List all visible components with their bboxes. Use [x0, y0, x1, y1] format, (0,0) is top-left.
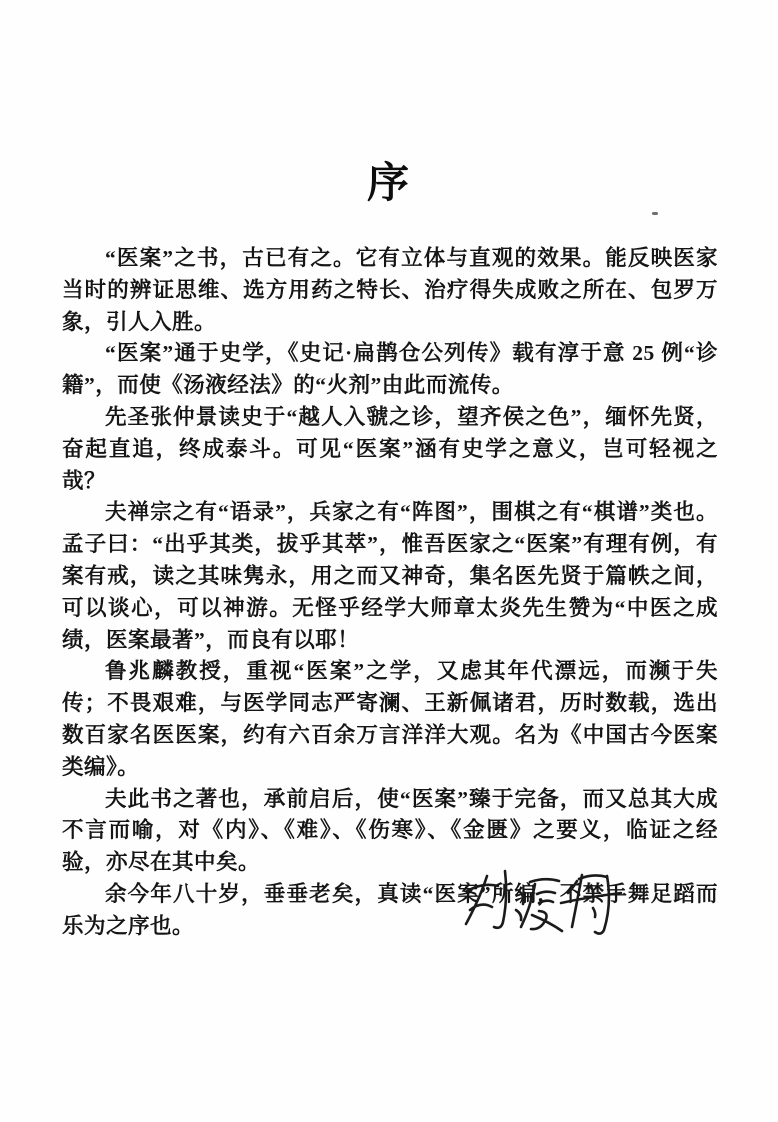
- paragraph-1: “医案”之书，古已有之。它有立体与直观的效果。能反映医家当时的辨证思维、选方用药之特长、治疗得失成败之所在、包罗万象，引人入胜。: [62, 246, 718, 334]
- paragraph-6: 夫此书之著也，承前启后，使“医案”臻于完备，而又总其大成不言而喻，对《内》、《难》、《伤寒》、《金匮》之要义，临证之经验，亦尽在其中矣。: [62, 786, 718, 875]
- handwritten-signature: [460, 864, 628, 952]
- paragraph-2: “医案”通于史学，《史记·扁鹊仓公列传》载有淳于意 25 例“诊籍”，而使《汤液经法》的“火剂”由此而流传。: [62, 341, 718, 398]
- signature-strokes-icon: [460, 864, 628, 952]
- paragraph-4: 夫禅宗之有“语录”，兵家之有“阵图”，围棋之有“棋谱”类也。孟子曰：“出乎其类，拔乎其萃”，惟吾医家之“医案”有理有例，有案有戒，读之其味隽永，用之而又神奇，集名医先贤于篇帙之间，可以谈心，可以神游。无怪乎经学大师章太炎先生赞为“中医之成绩，医案最著”，而良有以耶！: [62, 500, 718, 652]
- paragraph-5: 鲁兆麟教授，重视“医案”之学，又虑其年代漂远，而濒于失传；不畏艰难，与医学同志严寄澜、王新佩诸君，历时数载，选出数百家名医医案，约有六百余万言洋洋大观。名为《中国古今医案类编》。: [62, 659, 718, 779]
- paragraph-7: 余今年八十岁，垂垂老矣，真读“医案”所编，不禁手舞足蹈而乐为之序也。: [62, 881, 718, 938]
- scan-speck-artifact: [652, 212, 658, 215]
- paragraph-3: 先圣张仲景读史于“越人入虢之诊，望齐侯之色”，缅怀先贤，奋起直追，终成泰斗。可见“医案”涵有史学之意义，岂可轻视之哉？: [62, 404, 718, 493]
- preface-body: [62, 243, 718, 943]
- page-title: 序: [366, 161, 411, 207]
